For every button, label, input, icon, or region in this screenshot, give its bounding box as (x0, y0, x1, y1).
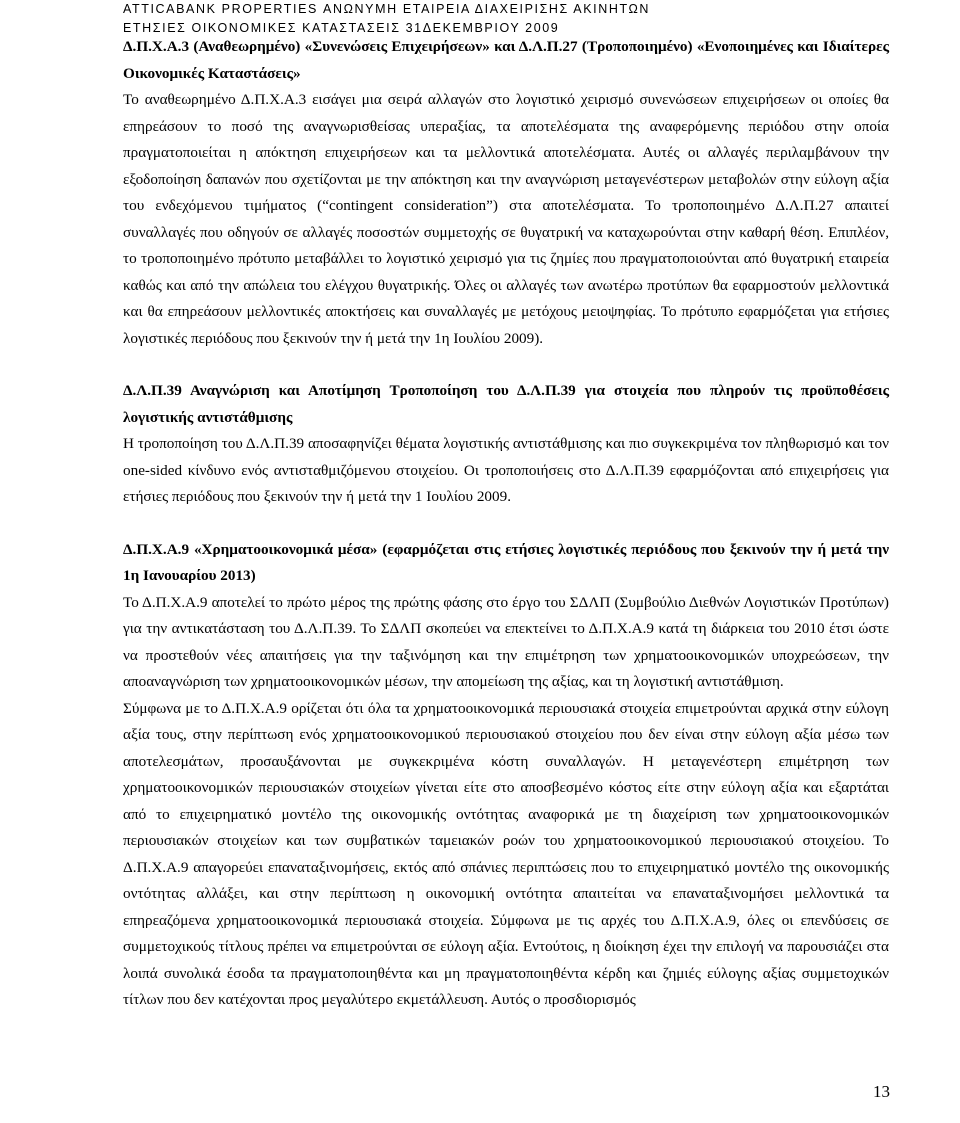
section-heading: Δ.Λ.Π.39 Αναγνώριση και Αποτίμηση Τροποποίηση του Δ.Λ.Π.39 για στοιχεία που πληρούν τις προϋποθέσεις λογιστικής αντιστάθμισης (123, 382, 889, 426)
header-company-name: ATTICABANK PROPERTIES ΑΝΩΝΥΜΗ ΕΤΑΙΡΕΙΑ ΔΙΑΧΕΙΡΙΣΗΣ ΑΚΙΝΗΤΩΝ (123, 2, 651, 16)
section-paragraph: Το αναθεωρημένο Δ.Π.Χ.Α.3 εισάγει μια σειρά αλλαγών στο λογιστικό χειρισμό συνενώσεων επιχειρήσεων οι οποίες θα επηρεάσουν το ποσό της αναγνωρισθείσας υπεραξίας, τα αποτελέσματα της αναφερόμενης περιόδου στην οποία πραγματοποιείται η απόκτηση επιχειρήσεων και τα μελλοντικά αποτελέσματα. Αυτές οι αλλαγές περιλαμβάνουν την εξοδοποίηση δαπανών που σχετίζονται με την απόκτηση και την αναγνώριση μεταγενέστερων μεταβολών στην εύλογη αξία του ενδεχόμενου τιμήματος (“contingent consideration”) στα αποτελέσματα. Το τροποποιημένο Δ.Λ.Π.27 απαιτεί συναλλαγές που οδηγούν σε αλλαγές ποσοστών συμμετοχής σε θυγατρική να καταχωρούνται στην καθαρή θέση. Επιπλέον, το τροποποιημένο πρότυπο μεταβάλλει το λογιστικό χειρισμό για τις ζημίες που πραγματοποιούνται από θυγατρική εταιρεία καθώς και από την απώλεια του ελέγχου θυγατρικής. Όλες οι αλλαγές των ανωτέρω προτύπων θα εφαρμοστούν μελλοντικά και θα επηρεάσουν μελλοντικές αποκτήσεις και συναλλαγές με μετόχους μειοψηφίας. Το πρότυπο εφαρμόζεται για ετήσιες λογιστικές περιόδους που ξεκινούν την ή μετά την 1η Ιουλίου 2009). (123, 91, 889, 347)
section-ias39 (123, 378, 889, 511)
section-paragraph: Η τροποποίηση του Δ.Λ.Π.39 αποσαφηνίζει θέματα λογιστικής αντιστάθμισης και πιο συγκεκριμένα τον πληθωρισμό και τον one-sided κίνδυνο ενός αντισταθμιζόμενου στοιχείου. Οι τροποποιήσεις στο Δ.Λ.Π.39 εφαρμόζονται από επιχειρήσεις για ετήσιες περιόδους που ξεκινούν την ή μετά την 1 Ιουλίου 2009. (123, 435, 889, 505)
section-paragraph: Το Δ.Π.Χ.Α.9 αποτελεί το πρώτο μέρος της πρώτης φάσης στο έργο του ΣΔΛΠ (Συμβούλιο Διεθνών Λογιστικών Προτύπων) για την αντικατάσταση του Δ.Λ.Π.39. Το ΣΔΛΠ σκοπεύει να επεκτείνει το Δ.Π.Χ.Α.9 κατά τη διάρκεια του 2010 έτσι ώστε να προστεθούν νέες απαιτήσεις για την ταξινόμηση και την επιμέτρηση των χρηματοοικονομικών υποχρεώσεων, την αποαναγνώριση των χρηματοοικονομικών μέσων, την απομείωση της αξίας, και τη λογιστική αντιστάθμιση. (123, 593, 889, 690)
header-report-title: ΕΤΗΣΙΕΣ ΟΙΚΟΝΟΜΙΚΕΣ ΚΑΤΑΣΤΑΣΕΙΣ 31ΔΕΚΕΜΒΡΙΟΥ 2009 (123, 21, 560, 35)
page-number: 13 (873, 1082, 890, 1101)
section-paragraph: Σύμφωνα με το Δ.Π.Χ.Α.9 ορίζεται ότι όλα τα χρηματοοικονομικά περιουσιακά στοιχεία επιμετρούνται αρχικά στην εύλογη αξία τους, στην περίπτωση ενός χρηματοοικονομικού περιουσιακού στοιχείου που δεν είναι στην εύλογη αξία μέσω των αποτελεσμάτων, προσαυξάνονται με συγκεκριμένα κόστη συναλλαγών. Η μεταγενέστερη επιμέτρηση των χρηματοοικονομικών περιουσιακών στοιχείων γίνεται είτε στο αποσβεσμένο κόστος είτε στην εύλογη αξία και εξαρτάται από το επιχειρηματικό μοντέλο της οικονομικής οντότητας αναφορικά με τη διαχείριση των χρηματοοικονομικών περιουσιακών στοιχείων και των συμβατικών ταμειακών ροών του χρηματοοικονομικού περιουσιακού στοιχείου. Το Δ.Π.Χ.Α.9 απαγορεύει επαναταξινομήσεις, εκτός από σπάνιες περιπτώσεις που το επιχειρηματικό μοντέλο της οικονομικής οντότητας αλλάξει, και στην περίπτωση η οικονομική οντότητα απαιτείται να επαναταξινομήσει μελλοντικά τα επηρεαζόμενα χρηματοοικονομικά περιουσιακά στοιχεία. Σύμφωνα με τις αρχές του Δ.Π.Χ.Α.9, όλες οι επενδύσεις σε συμμετοχικούς τίτλους πρέπει να επιμετρούνται σε εύλογη αξία. Εντούτοις, η διοίκηση έχει την επιλογή να παρουσιάζει στα λοιπά συνολικά έσοδα τα πραγματοποιηθέντα και μη πραγματοποιηθέντα κέρδη και ζημιές εύλογης αξίας συμμετοχικών τίτλων που δεν κατέχονται προς μεγαλύτερο εκμετάλλευση. Αυτός ο προσδιορισμός (123, 699, 889, 1008)
section-ifrs9 (123, 537, 889, 1014)
document-body (123, 34, 889, 1014)
section-heading: Δ.Π.Χ.Α.3 (Αναθεωρημένο) «Συνενώσεις Επιχειρήσεων» και Δ.Λ.Π.27 (Τροποποιημένο) «Ενοποιημένες και Ιδιαίτερες Οικονομικές Καταστάσεις» (123, 38, 889, 82)
section-heading: Δ.Π.Χ.Α.9 «Χρηματοοικονομικά μέσα» (εφαρμόζεται στις ετήσιες λογιστικές περιόδους που ξεκινούν την ή μετά την 1η Ιανουαρίου 2013) (123, 540, 889, 584)
running-header (123, 0, 903, 38)
section-ifrs3-ias27 (123, 34, 889, 352)
